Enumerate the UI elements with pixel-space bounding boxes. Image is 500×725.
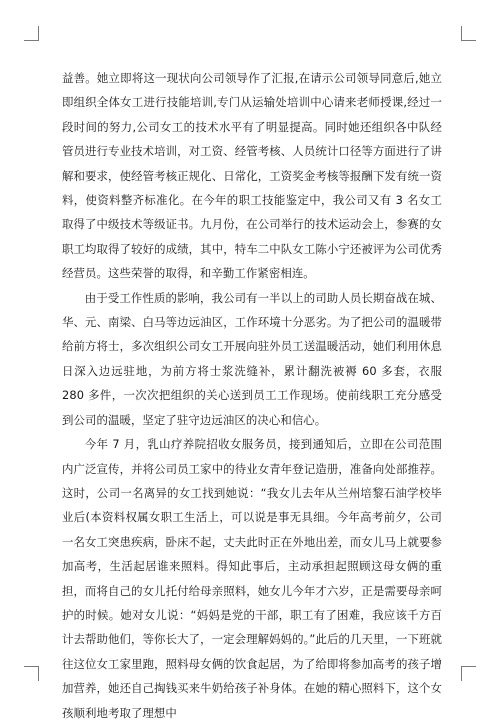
paragraph-training: 益善。她立即将这一现状向公司领导作了汇报,在请示公司领导同意后,她立即组织全体女工进行技能培训,专门从运输处培训中心请来老师授课,经过一段时间的努力,公司女工的技术水平有了明显提高。同时她还组织各中队经管员进行专业技术培训，对工资、经管考核、人员统计口径等方面进行了讲解和要求，使经管考核正规化、日常化，工资奖金考核等报酬下发有统一资料，使资料整齐标准化。在今年的职工技能鉴定中，我公司又有 3 名女工取得了中级技术等级证书。九月份，在公司举行的技术运动会上，参赛的女职工均取得了较好的成绩，其中，特车二中队女工陈小宁还被评为公司优秀经营员。这些荣誉的取得，和辛勤工作紧密相连。	[62, 71, 442, 281]
crop-mark-bottom-right	[461, 666, 476, 681]
paragraph-frontline-care: 由于受工作性质的影响，我公司有一半以上的司助人员长期奋战在城、华、元、南梁、白马等边远油区，工作环境十分恶劣。为了把公司的温暖带给前方将士，多次组织公司女工开展向驻外员工送温暖活动，她们利用休息日深入边远驻地，为前方将士浆洗缝补，累计翻洗被褥 60 多套，衣服 280 多件，一次次把组织的关心送到员工工作现场。使前线职工充分感受到公司的温暖，坚定了驻守边远油区的决心和信心。	[62, 290, 442, 427]
paragraph-recruitment-and-care: 今年 7 月，乳山疗养院招收女服务员，接到通知后，立即在公司范围内广泛宣传，并将公司员工家中的待业女青年登记造册，准备向处部推荐。这时，公司一名离异的女工找到她说：“我女儿去年从兰州培黎石油学校毕业后(本资料权属女职工生活上，可以说是事无具细。今年高考前夕，公司一名女工突患疾病，卧床不起，丈夫此时正在外地出差，而女儿马上就要参加高考，生活起居谁来照料。得知此事后，主动承担起照顾这母女俩的重担，而将自己的女儿托付给母亲照料，她女儿今年才六岁，正是需要母亲呵护的时候。她对女儿说：“妈妈是党的干部，职工有了困难，我应该千方百计去帮助他们，等你长大了，一定会理解妈妈的。”此后的几天里，一下班就往这位女工家里跑，照料母女俩的饮食起居，为了给即将参加高考的孩子增加营养，她还自己掏钱买来牛奶给孩子补身体。在她的精心照料下，这个女孩顺利地考取了理想中	[62, 437, 442, 720]
crop-mark-bottom-left	[24, 666, 39, 681]
crop-mark-top-left	[24, 26, 39, 41]
crop-mark-top-right	[461, 26, 476, 41]
document-body	[62, 66, 442, 720]
